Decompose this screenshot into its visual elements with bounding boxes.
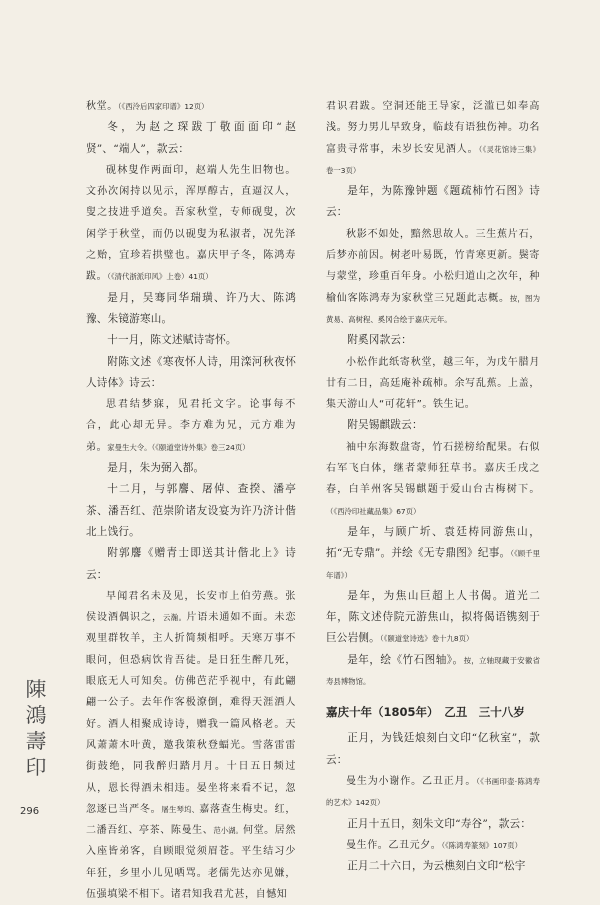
paragraph: 附奚冈款云： [347,334,412,347]
paragraph: 十一月，陈文述赋诗寄怀。 [107,334,237,347]
paragraph: 是年，绘《竹石图轴》。按，立轴现藏于安徽省寿县博物馆。 [326,653,540,687]
quotation: 曼生作。乙丑元夕。（《陈鸿寿篆刻》107页） [346,839,523,851]
quotation: 早闻君名未及见，长安市上伯劳燕。张侯设酒偶识之，云瀚。片语未通如不面。未恋观里群牧羊，主人折简频相呼。天寒万事不眼问，但恐病饮肯吾徒。是日狂生醉几死，眼底无人可知矣。仿佛芭茫乎视中，有此翩翩一公子。去年作客极潦倒，难得天涯酒人好。酒人相聚成诗诗，赠我一篇风格老。天风萧萧木叶黄，邀我策秋登蝠光。雪落雷雷街鼓绝，同我醉归踏月月。十日五日频过从，恩长得酒未相违。晏坐将来看不记，忽忽逐已当严冬。屠生琴坞、嘉落查生梅史。红，二潘吾红、亭茶、陈曼生、范小湖。何堂。居然入座皆弟客，自顾眼觉须眉苍。平生结习少年狂，乡里小儿见哂骂。老儒先达亦见嫌，伍强填梁不相下。诸君知我君尤甚，自憾知 [86,590,296,900]
quotation: 砚林叟作两面印，赵端人先生旧物也。文孙次闲持以见示，浑厚醇古，直逼汉人，叟之技进乎道矣。吾家秋堂，专师砚叟，次闲学于秋堂，而仍以砚叟为私淑者，况先泽之贻，宜珍若拱璧也。嘉庆甲子冬，陈鸿寿跋。（《清代浙派印风》上卷）41页） [86,164,296,283]
quotation: 思君结梦寐，见君托文字。论事每不合，此心却无异。李方难为兄，元方难为弟。家曼生大令。（《颐道堂诗外集》卷三24页） [86,399,296,453]
seal-char: 陳 [25,677,47,701]
paragraph: 是月，吴骞同华瑞璜、许乃大、陈鸿豫、朱镜游寒山。 [86,291,296,325]
paragraph: 十二月，与郭麐、屠倬、查揆、潘亭茶、潘吾红、范崇阶诸友设宴为许乃济计偕北上饯行。 [86,483,296,538]
paragraph: 是年，与顾广圻、袁廷梼同游焦山，拓“无专鼎”。并绘《无专鼎图》纪事。（《顾千里年谱》） [326,525,540,580]
seal-logo [26,676,46,804]
page-number: 296 [20,806,40,817]
right-column [326,96,540,877]
paragraph: 秋堂。（《西泠后四家印谱》12页） [86,101,209,112]
seal-char: 壽 [25,729,47,753]
seal-char: 印 [25,755,47,779]
paragraph: 是年，为焦山巨超上人书偈。道光二年，陈文述侍院元游焦山，拟将偈语镌刻于巨公岩侧。（《颐道堂诗选》卷十九8页） [326,589,540,645]
quotation: 曼生为小谢作。乙丑正月。（《书画印壶·陈鸿寿的艺术》142页） [326,775,540,808]
paragraph: 冬，为赵之琛跋丁敬面面印“赵贤”、“端人”，款云： [86,121,296,155]
year-heading: 嘉庆十年（1805年） 乙丑 三十八岁 [326,705,525,720]
quotation: 秋影不如处，黯然思故人。三生蕉片石，后梦亦前因。树老叶易既，竹青寒更新。鬓寄与蒙堂，珍重百年身。小松归道山之次年，种榆仙客陈鸿寿为家秋堂三兄题此志概。按，图为黄易、高树程、奚冈合绘于嘉庆元年。 [326,228,540,324]
seal-char: 鴻 [25,703,47,727]
quotation: 君识君跋。空洞还能王导家，泛滥已如奉高浅。努力男儿早致身，临歧有语独伤神。功名富贵寻常事，未岁长安见酒人。（《灵花馆诗三集》卷一3页） [326,101,541,175]
paragraph: 附陈文述《寒夜怀人诗，用滦河秋夜怀人诗体》诗云： [86,355,296,389]
left-column [86,96,296,905]
paragraph: 是年，为陈豫钟题《题疏柿竹石图》诗云： [326,185,540,219]
paragraph: 正月，为钱廷烺刻白文印“亿秋室”，款云： [326,732,540,766]
quotation: 袖中东海数盘寄，竹石搓榜给配果。右似右军飞白体，继者蒙师狂草书。嘉庆壬戌之春，白羊州客吴锡麒题于爱山台古梅树下。（《西泠印社藏品集》67页） [326,441,540,516]
paragraph: 是月，朱为弼入都。 [107,462,205,475]
quotation: 小松作此纸寄秋堂，越三年，为戊午腊月廿有二日，高廷庵补疏柿。余写乱蕉。上盖，集天游山人“可花轩”。铁生记。 [326,356,540,411]
paragraph: 附郭麐《赠青士即送其计偕北上》诗云： [86,547,296,581]
paragraph: 正月二十六日，为云樵刻白文印“松宇 [347,860,526,873]
paragraph: 正月十五日，刻朱文印“寿谷”，款云： [347,817,532,830]
paragraph: 附吴锡麒跋云： [347,419,423,432]
